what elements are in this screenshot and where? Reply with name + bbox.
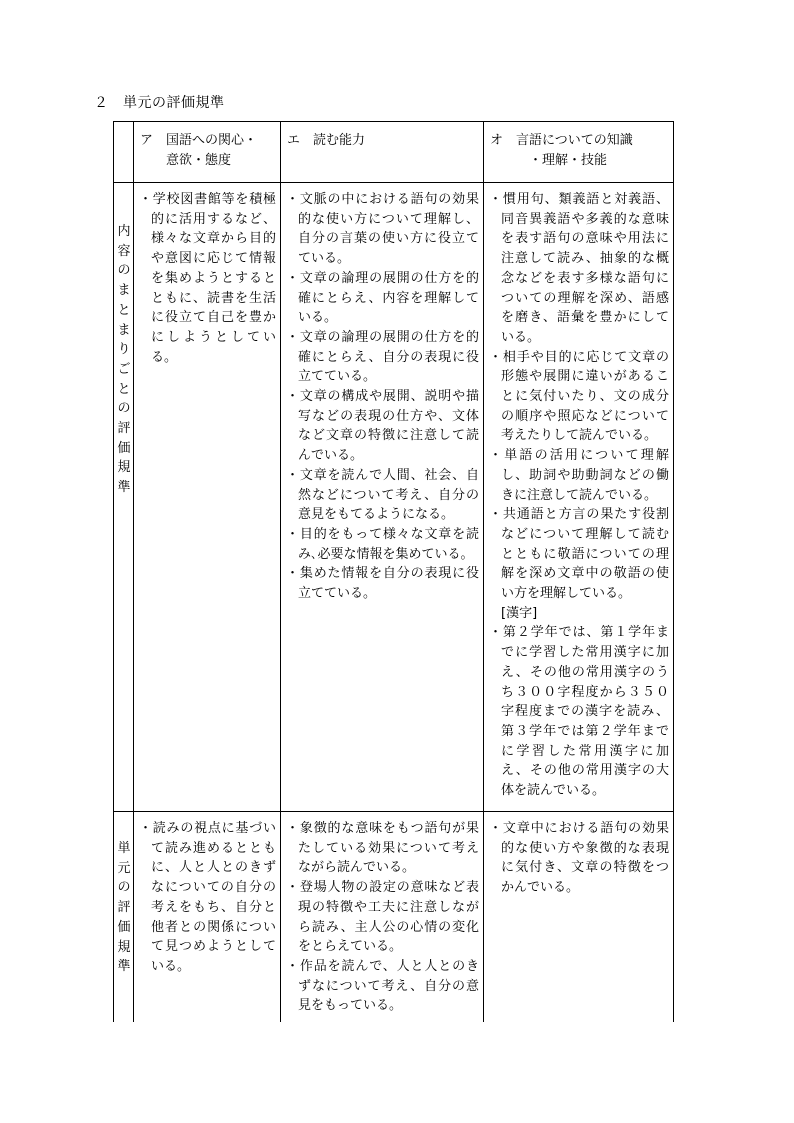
list-item: ・文章の論理の展開の仕方を的確にとらえ、自分の表現に役立てている。 <box>286 329 479 385</box>
unit-o-cell <box>484 812 674 1023</box>
content-row-label-cell <box>114 183 134 812</box>
unit-a-list <box>134 812 280 977</box>
content-o-cell <box>484 183 674 812</box>
content-e-list <box>281 183 483 604</box>
list-item: ・文章の論理の展開の仕方を的確にとらえ、内容を理解している。 <box>286 270 479 326</box>
list-item: ・相手や目的に応じて文章の形態や展開に違いがあることに気付いたり、文の成分の順序や照応などについて考えたりして読んでいる。 <box>489 349 669 444</box>
list-item: ・集めた情報を自分の表現に役立てている。 <box>286 566 479 602</box>
unit-criteria-row <box>114 812 674 1023</box>
list-item: ・目的をもって様々な文章を読み､必要な情報を集めている。 <box>286 526 479 562</box>
list-item: ・文章の構成や展開、説明や描写などの表現の仕方や、文体など文章の特徴に注意して読んでいる。 <box>286 389 479 464</box>
header-a-text: ア 国語への関心・ 意欲・態度 <box>140 133 258 168</box>
content-row-label: 内容のまとまりごとの評価規準 <box>117 224 131 496</box>
header-cell-e <box>281 122 484 183</box>
unit-row-label: 単元の評価規準 <box>117 841 131 975</box>
list-item: ・作品を読んで、人と人とのきずなについて考え、自分の意見をもっている。 <box>286 958 479 1014</box>
header-e-text: エ 読む能力 <box>287 133 366 148</box>
content-criteria-row <box>114 183 674 812</box>
list-item: ・読みの視点に基づいて読み進めるとともに、人と人とのきずなについての自分の考えをもち、自分と他者との関係について見つめようとしている。 <box>139 821 276 974</box>
list-item: ・登場人物の設定の意味など表現の特徴や工夫に注意しながら読み、主人公の心情の変化をとらえている。 <box>286 880 479 955</box>
list-item: ・文章中における語句の効果的な使い方や象徴的な表現に気付き、文章の特徴をつかんでいる。 <box>489 821 669 896</box>
header-corner-cell <box>114 122 134 183</box>
list-item: ・単語の活用について理解し、助詞や助動詞などの働きに注意して読んでいる。 <box>489 448 669 503</box>
list-item: ・慣用句、類義語と対義語、同音異義語や多義的な意味を表す語句の意味や用法に注意して読み、抽象的な概念などを表す多様な語句についての理解を深め、語感を磨き、語彙を豊かにしている。 <box>489 192 669 345</box>
evaluation-criteria-table <box>113 121 674 1022</box>
header-o-text: オ 言語についての知識 ・理解・技能 <box>490 133 633 168</box>
unit-row-label-cell <box>114 812 134 1023</box>
unit-e-cell <box>281 812 484 1023</box>
content-e-cell <box>281 183 484 812</box>
content-a-list <box>134 183 280 367</box>
table-header-row <box>114 122 674 183</box>
content-a-cell <box>134 183 281 812</box>
list-item: ・文脈の中における語句の効果的な使い方について理解し、自分の言葉の使い方に役立てている。 <box>286 192 479 267</box>
list-item: ・共通語と方言の果たす役割などについて理解して読むとともに敬語についての理解を深め文章中の敬語の使い方を理解している。 <box>489 507 669 602</box>
list-item: ・象徴的な意味をもつ語句が果たしている効果について考えながら読んでいる。 <box>286 821 479 876</box>
header-cell-a <box>134 122 281 183</box>
unit-a-cell <box>134 812 281 1023</box>
kanji-subheading: [漢字] <box>501 605 538 621</box>
page-title: ２ 単元の評価規準 <box>94 95 225 111</box>
unit-e-list <box>281 812 483 1016</box>
list-item: ・第２学年では、第１学年までに学習した常用漢字に加え、その他の常用漢字のうち３００字程度から３５０字程度までの漢字を読み、第３学年では第２学年までに学習した常用漢字に加え、その他の常用漢字の大体を読んでいる。 <box>489 625 669 799</box>
list-item: ・学校図書館等を積極的に活用するなど、様々な文章から目的や意図に応じて情報を集めようとするとともに、読書を生活に役立て自己を豊かにしようとしている。 <box>139 192 276 365</box>
list-item: ・文章を読んで人間、社会、自然などについて考え、自分の意見をもてるようになる。 <box>286 467 479 523</box>
unit-o-list <box>484 812 673 898</box>
header-cell-o <box>484 122 674 183</box>
content-o-list <box>484 183 673 801</box>
